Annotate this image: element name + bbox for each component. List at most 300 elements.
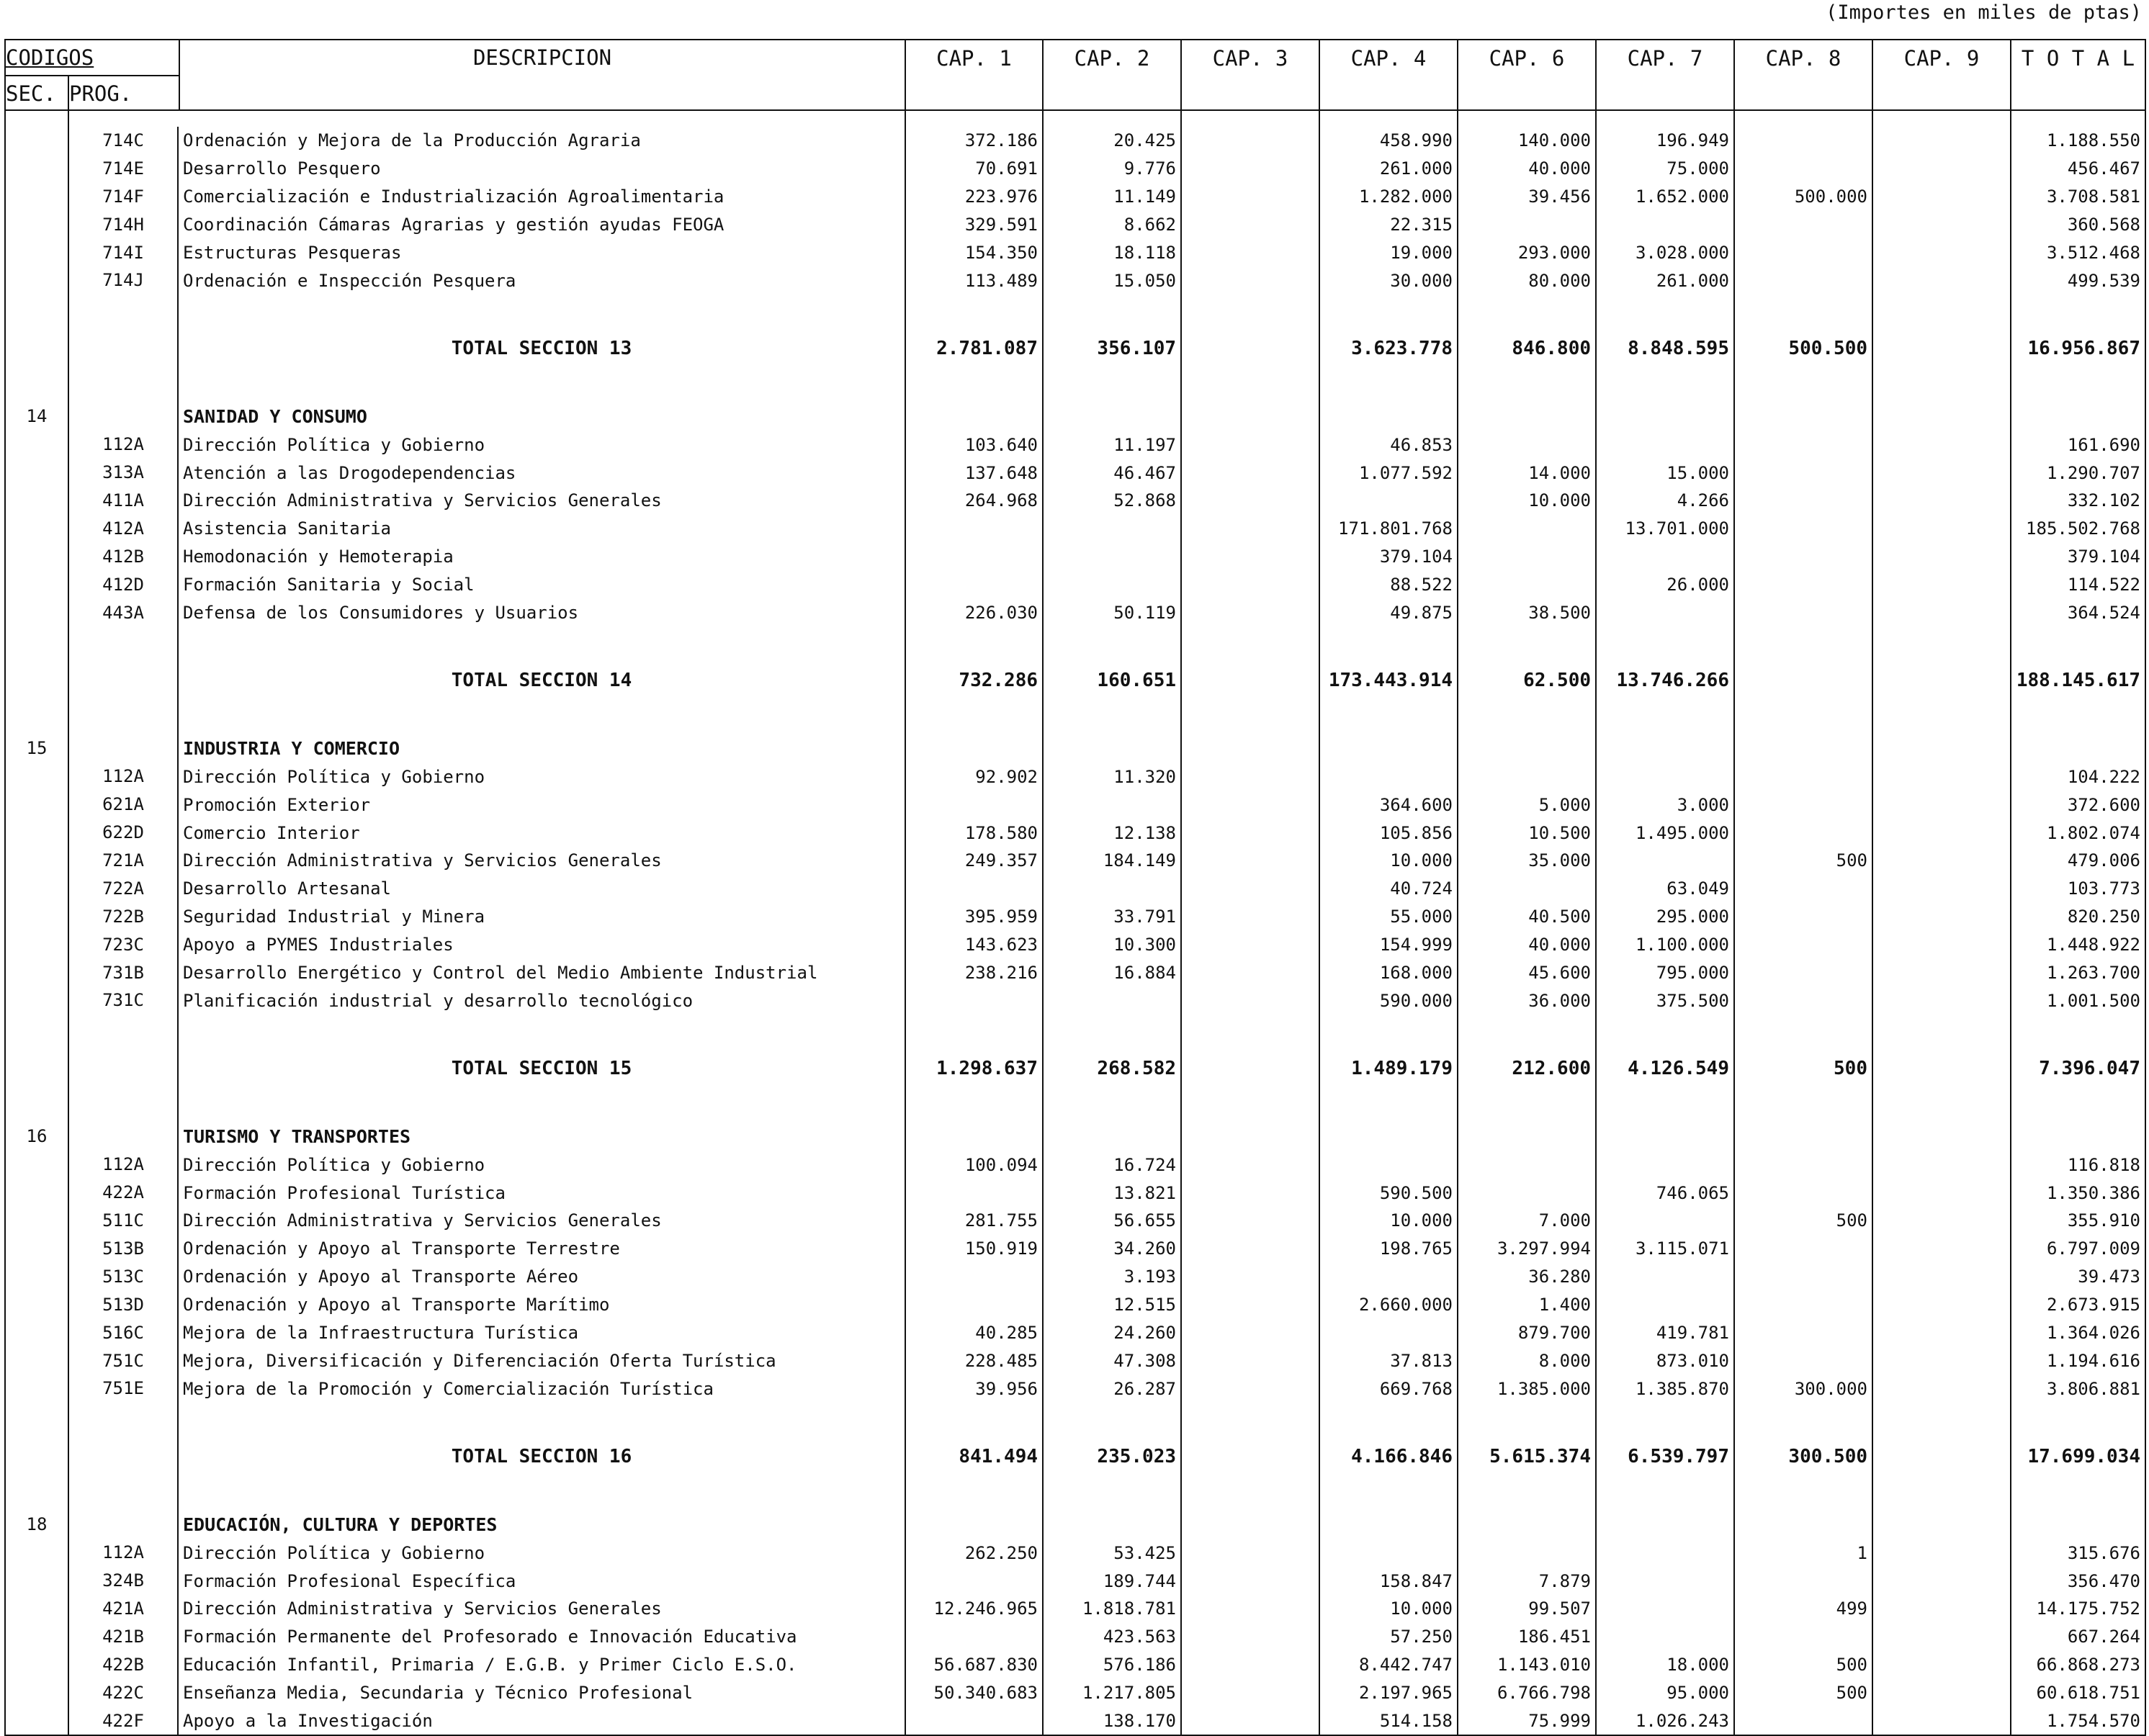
cap2-header: CAP. 2: [1043, 40, 1181, 110]
total-value: 3.708.581: [2011, 183, 2145, 211]
section-code: [6, 875, 69, 903]
program-description: Ordenación e Inspección Pesquera: [178, 266, 905, 294]
cap2-value: [1043, 402, 1181, 431]
program-code: 731C: [102, 990, 144, 1011]
section-code: [6, 487, 69, 515]
section-total-label: TOTAL SECCION 15: [178, 1040, 905, 1097]
cap3-value: [1181, 1040, 1319, 1097]
cap1-value: [905, 1567, 1043, 1595]
cap1-value: 2.781.087: [905, 320, 1043, 377]
cap7-value: 196.949: [1596, 127, 1734, 155]
total-value: [2011, 734, 2145, 763]
descripcion-header: DESCRIPCION: [472, 45, 612, 70]
total-value: 66.868.273: [2011, 1651, 2145, 1679]
table-row: [5, 1623, 2145, 1651]
total-value: [2011, 1485, 2145, 1511]
cap2-value: 160.651: [1043, 652, 1181, 709]
section-total-row: [5, 652, 2145, 709]
program-description: Dirección Política y Gobierno: [178, 1151, 905, 1179]
program-code: 723C: [102, 934, 144, 955]
cap3-value: [1181, 819, 1319, 847]
cap4-value: 168.000: [1319, 959, 1458, 987]
cap6-value: 40.000: [1458, 931, 1596, 959]
cap2-value: 356.107: [1043, 320, 1181, 377]
program-code: 714E: [102, 158, 144, 179]
cap9-value: [1872, 734, 2011, 763]
section-total-label: TOTAL SECCION 16: [178, 1429, 905, 1485]
cap2-value: [1043, 1511, 1181, 1539]
section-code: [6, 1707, 69, 1735]
cap3-value: [1181, 1485, 1319, 1511]
table-row: [5, 903, 2145, 931]
cap9-value: [1872, 320, 2011, 377]
program-description: Atención a las Drogodependencias: [178, 459, 905, 487]
cap4-value: 4.166.846: [1319, 1429, 1458, 1485]
program-code: 621A: [102, 794, 144, 815]
cap3-value: [1181, 734, 1319, 763]
cap4-value: 88.522: [1319, 571, 1458, 599]
section-code: [6, 1651, 69, 1679]
cap1-value: 39.956: [905, 1375, 1043, 1403]
budget-table: [4, 39, 2146, 1736]
cap4-value: 49.875: [1319, 599, 1458, 627]
cap8-value: [1734, 1623, 1872, 1651]
table-row: [5, 1539, 2145, 1567]
cap7-value: [1596, 1567, 1734, 1595]
program-description: Asistencia Sanitaria: [178, 515, 905, 543]
section-code: [6, 431, 69, 459]
cap7-value: [1596, 377, 1734, 402]
program-code: 412B: [102, 546, 144, 567]
cap7-value: [1596, 763, 1734, 791]
program-description: Formación Permanente del Profesorado e Innovación Educativa: [178, 1623, 905, 1651]
cap4-value: 3.623.778: [1319, 320, 1458, 377]
program-code: 714I: [102, 242, 144, 263]
cap7-value: [1596, 1539, 1734, 1567]
table-row: [5, 183, 2145, 211]
cap3-value: [1181, 1097, 1319, 1123]
cap1-value: 281.755: [905, 1207, 1043, 1235]
cap4-value: 261.000: [1319, 155, 1458, 183]
cap8-value: [1734, 1179, 1872, 1207]
spacer-row: [5, 1015, 2145, 1040]
cap3-value: [1181, 1179, 1319, 1207]
cap3-value: [1181, 543, 1319, 571]
units-note: (Importes en miles de ptas): [1826, 1, 2142, 24]
cap4-value: [1319, 1123, 1458, 1151]
cap9-value: [1872, 1207, 2011, 1235]
section-code: [6, 1151, 69, 1179]
cap7-value: [1596, 847, 1734, 875]
cap7-value: [1596, 1263, 1734, 1291]
cap8-value: 500.500: [1734, 320, 1872, 377]
cap1-value: [905, 626, 1043, 652]
cap6-value: [1458, 515, 1596, 543]
section-code: [6, 515, 69, 543]
cap9-value: [1872, 239, 2011, 267]
cap3-value: [1181, 571, 1319, 599]
cap7-value: [1596, 626, 1734, 652]
cap1-value: 154.350: [905, 239, 1043, 267]
section-code: [6, 1235, 69, 1263]
cap7-value: [1596, 1485, 1734, 1511]
program-code: 714J: [102, 270, 144, 291]
cap9-value: [1872, 211, 2011, 239]
section-code: 16: [6, 1123, 69, 1151]
cap3-value: [1181, 763, 1319, 791]
cap9-value: [1872, 377, 2011, 402]
cap6-value: [1458, 1511, 1596, 1539]
cap7-value: 873.010: [1596, 1347, 1734, 1375]
cap4-value: [1319, 294, 1458, 320]
cap4-header: CAP. 4: [1319, 40, 1458, 110]
cap9-value: [1872, 1623, 2011, 1651]
program-description: [178, 377, 905, 402]
cap7-value: [1596, 1623, 1734, 1651]
cap2-value: [1043, 1097, 1181, 1123]
total-value: 3.806.881: [2011, 1375, 2145, 1403]
cap7-value: [1596, 294, 1734, 320]
cap1-header: CAP. 1: [905, 40, 1043, 110]
section-code: [6, 1347, 69, 1375]
program-description: Coordinación Cámaras Agrarias y gestión ayudas FEOGA: [178, 211, 905, 239]
cap9-value: [1872, 1539, 2011, 1567]
total-value: 2.673.915: [2011, 1291, 2145, 1319]
section-code: [6, 183, 69, 211]
cap4-value: [1319, 1403, 1458, 1429]
program-code: 422A: [102, 1182, 144, 1203]
cap2-value: [1043, 1015, 1181, 1040]
cap8-value: [1734, 626, 1872, 652]
program-description: Seguridad Industrial y Minera: [178, 903, 905, 931]
table-row: [5, 1707, 2145, 1736]
cap9-value: [1872, 1707, 2011, 1736]
cap9-value: [1872, 1179, 2011, 1207]
section-code: [6, 1567, 69, 1595]
section-code: [6, 903, 69, 931]
cap1-value: 264.968: [905, 487, 1043, 515]
cap9-value: [1872, 1263, 2011, 1291]
cap1-value: 50.340.683: [905, 1679, 1043, 1707]
cap2-value: 26.287: [1043, 1375, 1181, 1403]
cap1-value: [905, 294, 1043, 320]
cap1-value: [905, 1511, 1043, 1539]
cap9-value: [1872, 1375, 2011, 1403]
cap2-value: 235.023: [1043, 1429, 1181, 1485]
cap4-value: 198.765: [1319, 1235, 1458, 1263]
cap1-value: [905, 1097, 1043, 1123]
cap3-value: [1181, 1291, 1319, 1319]
cap2-value: 576.186: [1043, 1651, 1181, 1679]
table-row: [5, 763, 2145, 791]
cap8-value: [1734, 986, 1872, 1015]
section-title: SANIDAD Y CONSUMO: [178, 402, 905, 431]
cap4-value: 173.443.914: [1319, 652, 1458, 709]
cap1-value: [905, 1263, 1043, 1291]
cap8-value: [1734, 431, 1872, 459]
cap8-value: [1734, 377, 1872, 402]
total-value: 1.194.616: [2011, 1347, 2145, 1375]
program-description: Desarrollo Energético y Control del Medio Ambiente Industrial: [178, 959, 905, 987]
cap2-value: 34.260: [1043, 1235, 1181, 1263]
cap6-value: [1458, 1179, 1596, 1207]
cap9-value: [1872, 1485, 2011, 1511]
table-row: [5, 127, 2145, 155]
total-value: 185.502.768: [2011, 515, 2145, 543]
program-code: [69, 626, 177, 652]
cap1-value: 100.094: [905, 1151, 1043, 1179]
cap3-value: [1181, 1623, 1319, 1651]
cap4-value: 8.442.747: [1319, 1651, 1458, 1679]
program-description: Dirección Política y Gobierno: [178, 763, 905, 791]
cap8-value: [1734, 155, 1872, 183]
total-value: 116.818: [2011, 1151, 2145, 1179]
cap7-value: 26.000: [1596, 571, 1734, 599]
program-description: Enseñanza Media, Secundaria y Técnico Profesional: [178, 1679, 905, 1707]
section-total-row: [5, 1040, 2145, 1097]
cap3-value: [1181, 1679, 1319, 1707]
cap3-value: [1181, 1429, 1319, 1485]
program-code: 722A: [102, 878, 144, 899]
cap7-value: 1.100.000: [1596, 931, 1734, 959]
cap3-value: [1181, 487, 1319, 515]
table-row: [5, 239, 2145, 267]
cap7-value: [1596, 431, 1734, 459]
cap6-value: 212.600: [1458, 1040, 1596, 1097]
total-value: 60.618.751: [2011, 1679, 2145, 1707]
cap4-value: 55.000: [1319, 903, 1458, 931]
cap2-value: 10.300: [1043, 931, 1181, 959]
cap6-value: 5.000: [1458, 791, 1596, 819]
table-row: [5, 1679, 2145, 1707]
cap8-value: [1734, 211, 1872, 239]
cap7-value: 261.000: [1596, 266, 1734, 294]
table-row: [5, 959, 2145, 987]
sec-header: SEC.: [6, 76, 69, 111]
cap4-value: 158.847: [1319, 1567, 1458, 1595]
cap9-value: [1872, 155, 2011, 183]
section-code: [6, 294, 69, 320]
cap2-value: [1043, 377, 1181, 402]
program-description: [178, 1015, 905, 1040]
table-row: [5, 1263, 2145, 1291]
cap7-value: 419.781: [1596, 1319, 1734, 1347]
program-description: [178, 1485, 905, 1511]
cap2-value: 46.467: [1043, 459, 1181, 487]
cap1-value: [905, 1291, 1043, 1319]
cap8-value: [1734, 1151, 1872, 1179]
section-code: [6, 599, 69, 627]
section-code: [6, 626, 69, 652]
cap8-value: [1734, 127, 1872, 155]
cap8-value: [1734, 266, 1872, 294]
section-code: [6, 819, 69, 847]
total-value: 1.364.026: [2011, 1319, 2145, 1347]
cap7-value: 1.495.000: [1596, 819, 1734, 847]
cap3-value: [1181, 847, 1319, 875]
program-code: 422F: [102, 1710, 144, 1731]
program-description: Mejora de la Infraestructura Turística: [178, 1319, 905, 1347]
cap9-value: [1872, 1151, 2011, 1179]
cap2-value: [1043, 986, 1181, 1015]
cap9-value: [1872, 763, 2011, 791]
total-value: 1.188.550: [2011, 127, 2145, 155]
cap3-value: [1181, 1347, 1319, 1375]
cap4-value: [1319, 1485, 1458, 1511]
total-value: 161.690: [2011, 431, 2145, 459]
program-code: 112A: [102, 766, 144, 787]
cap6-value: 62.500: [1458, 652, 1596, 709]
spacer-row: [5, 1097, 2145, 1123]
cap3-value: [1181, 1511, 1319, 1539]
table-row: [5, 986, 2145, 1015]
cap4-value: 2.197.965: [1319, 1679, 1458, 1707]
cap6-value: 879.700: [1458, 1319, 1596, 1347]
cap8-value: [1734, 734, 1872, 763]
cap9-value: [1872, 294, 2011, 320]
cap4-value: 40.724: [1319, 875, 1458, 903]
total-value: [2011, 402, 2145, 431]
cap1-value: 226.030: [905, 599, 1043, 627]
cap2-value: 53.425: [1043, 1539, 1181, 1567]
total-value: 14.175.752: [2011, 1595, 2145, 1623]
cap7-value: 1.652.000: [1596, 183, 1734, 211]
cap6-value: 1.143.010: [1458, 1651, 1596, 1679]
cap9-value: [1872, 1015, 2011, 1040]
table-row: [5, 875, 2145, 903]
table-row: [5, 599, 2145, 627]
program-description: Apoyo a la Investigación: [178, 1707, 905, 1736]
cap8-value: [1734, 515, 1872, 543]
cap4-value: [1319, 402, 1458, 431]
cap9-value: [1872, 959, 2011, 987]
cap3-value: [1181, 1207, 1319, 1235]
section-code: [6, 1595, 69, 1623]
cap1-value: 1.298.637: [905, 1040, 1043, 1097]
spacer-row: [5, 377, 2145, 402]
section-code: 18: [6, 1511, 69, 1539]
cap2-value: [1043, 1403, 1181, 1429]
cap9-value: [1872, 791, 2011, 819]
cap2-value: 11.149: [1043, 183, 1181, 211]
cap6-value: [1458, 1123, 1596, 1151]
section-code: [6, 1623, 69, 1651]
total-value: 114.522: [2011, 571, 2145, 599]
cap8-value: [1734, 763, 1872, 791]
table-row: [5, 571, 2145, 599]
cap2-value: [1043, 734, 1181, 763]
cap9-value: [1872, 1679, 2011, 1707]
program-code: [69, 1097, 177, 1123]
cap6-value: [1458, 626, 1596, 652]
section-code: [6, 127, 69, 155]
section-code: [6, 931, 69, 959]
cap3-value: [1181, 1567, 1319, 1595]
cap9-value: [1872, 1235, 2011, 1263]
total-value: [2011, 709, 2145, 734]
cap8-value: [1734, 875, 1872, 903]
cap7-value: [1596, 599, 1734, 627]
cap6-value: 140.000: [1458, 127, 1596, 155]
cap8-value: 500: [1734, 847, 1872, 875]
cap8-value: [1734, 1097, 1872, 1123]
cap8-value: [1734, 599, 1872, 627]
cap3-value: [1181, 626, 1319, 652]
cap9-value: [1872, 652, 2011, 709]
cap3-value: [1181, 1123, 1319, 1151]
cap7-value: [1596, 1291, 1734, 1319]
cap3-value: [1181, 515, 1319, 543]
cap7-value: 13.746.266: [1596, 652, 1734, 709]
program-code: [69, 734, 177, 763]
table-row: [5, 1595, 2145, 1623]
cap6-value: [1458, 1097, 1596, 1123]
table-row: [5, 431, 2145, 459]
program-code: 412A: [102, 518, 144, 539]
program-description: Dirección Administrativa y Servicios Generales: [178, 1207, 905, 1235]
section-code: [6, 155, 69, 183]
total-value: [2011, 1123, 2145, 1151]
program-code: 421B: [102, 1626, 144, 1647]
cap9-value: [1872, 819, 2011, 847]
section-total-label: TOTAL SECCION 13: [178, 320, 905, 377]
program-code: [69, 294, 177, 320]
section-code: [6, 709, 69, 734]
cap8-value: [1734, 1485, 1872, 1511]
cap4-value: 30.000: [1319, 266, 1458, 294]
program-code: [69, 320, 177, 377]
cap7-value: 75.000: [1596, 155, 1734, 183]
cap6-value: 75.999: [1458, 1707, 1596, 1736]
cap2-value: [1043, 709, 1181, 734]
cap4-value: 22.315: [1319, 211, 1458, 239]
cap2-value: 184.149: [1043, 847, 1181, 875]
cap8-header: CAP. 8: [1734, 40, 1872, 110]
section-code: [6, 1539, 69, 1567]
program-code: 422B: [102, 1654, 144, 1675]
cap1-value: 178.580: [905, 819, 1043, 847]
program-code: 513D: [102, 1294, 144, 1315]
cap2-value: [1043, 791, 1181, 819]
program-description: Formación Profesional Turística: [178, 1179, 905, 1207]
program-code: [69, 709, 177, 734]
cap4-value: 458.990: [1319, 127, 1458, 155]
cap3-value: [1181, 903, 1319, 931]
program-description: Desarrollo Pesquero: [178, 155, 905, 183]
cap9-value: [1872, 431, 2011, 459]
cap6-value: 1.385.000: [1458, 1375, 1596, 1403]
cap4-value: [1319, 377, 1458, 402]
program-description: [178, 626, 905, 652]
program-description: Dirección Administrativa y Servicios Generales: [178, 847, 905, 875]
total-value: 1.263.700: [2011, 959, 2145, 987]
cap2-value: 3.193: [1043, 1263, 1181, 1291]
cap4-value: [1319, 763, 1458, 791]
cap8-value: [1734, 487, 1872, 515]
total-value: 379.104: [2011, 543, 2145, 571]
table-row: [5, 515, 2145, 543]
cap4-value: [1319, 709, 1458, 734]
cap3-value: [1181, 1235, 1319, 1263]
cap8-value: [1734, 709, 1872, 734]
cap2-value: 12.515: [1043, 1291, 1181, 1319]
cap1-value: 12.246.965: [905, 1595, 1043, 1623]
section-code: [6, 1679, 69, 1707]
cap4-value: [1319, 1539, 1458, 1567]
cap3-value: [1181, 1707, 1319, 1736]
cap1-value: 262.250: [905, 1539, 1043, 1567]
cap7-value: [1596, 1511, 1734, 1539]
